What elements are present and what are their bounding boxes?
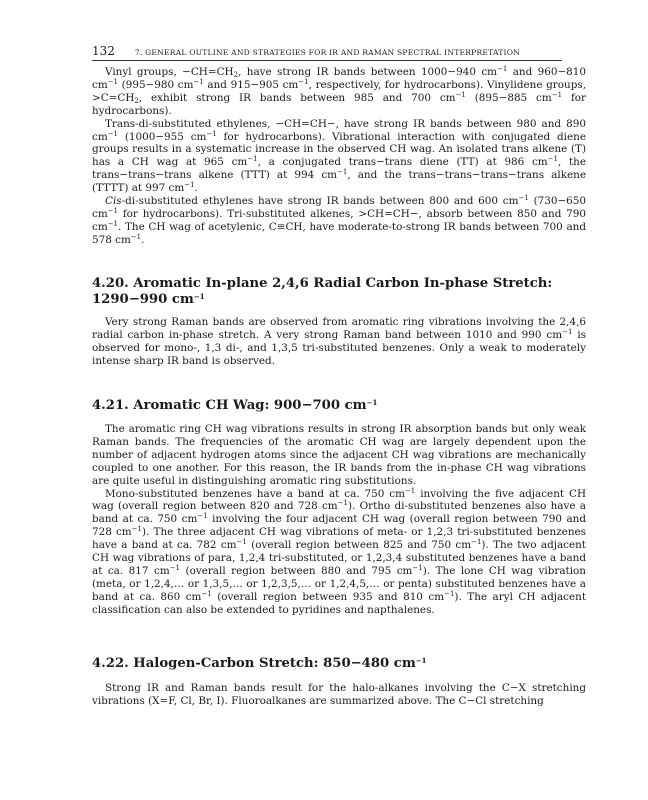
section-4-22-body (92, 682, 586, 708)
vinyl-section (92, 66, 586, 247)
trans-paragraph: Trans-di-substituted ethylenes, −CH=CH−, have strong IR bands between 980 and 890 $cm^{-1}$ (1000−955 $cm^{-1}$ for hydrocarbons). Vibrational interaction with conjugated diene groups results in a systematic increase in the observed CH wag. An isolated trans alkene (T) has a CH wag at 965 $cm^{-1}$, a conjugated trans−trans diene (TT) at 986 $cm^{-1}$, the trans−trans−trans alkene (TTT) at 994 $cm^{-1}$, and the trans−trans−trans−trans alkene (TTTT) at 997 $cm^{-1}$. (92, 117, 587, 195)
section-4-21-body (92, 423, 586, 617)
cis-paragraph: Cis-di-substituted ethylenes have strong IR bands between 800 and 600 $cm^{-1}$ (730−650 $cm^{-1}$ for hydrocarbons). Tri-substituted alkenes, >CH=CH−, absorb between 850 and 790 $cm^{-1}$. The CH wag of acetylenic, C≡CH, have moderate-to-strong IR bands between 700 and 578 $cm^{-1}$. (92, 194, 587, 246)
section-4-20 (92, 276, 586, 308)
section-4-22-paragraph: Strong IR and Raman bands result for the halo-alkanes involving the C−X stretching vibrations (X=F, Cl, Br, I). Fluoroalkanes are summarized above. The C−Cl stretching (92, 682, 586, 707)
section-4-22-heading: 4.22. Halogen-Carbon Stretch: 850−480 $cm^{-1}$ (92, 656, 427, 671)
header-rule (92, 60, 562, 61)
section-4-20-heading: 4.20. Aromatic In-plane 2,4,6 Radial Carbon In-phase Stretch: 1290−990 $cm^{-1}$ (92, 276, 553, 307)
section-4-21-paragraph-2: Mono-substituted benzenes have a band at ca. 750 $cm^{-1}$ involving the five adjacent CH wag (overall region between 820 and 728 $cm^{-1}$). Ortho di-substituted benzenes also have a band at ca. 750 $cm^{-1}$ involving the four adjacent CH wag (overall region between 790 and 728 $cm^{-1}$). The three adjacent CH wag vibrations of meta- or 1,2,3 tri-substituted benzenes have a band at ca. 782 $cm^{-1}$ (overall region between 825 and 750 $cm^{-1}$). The two adjacent CH wag vibrations of para, 1,2,4 tri-substituted, or 1,2,3,4 substituted benzenes have a band at ca. 817 $cm^{-1}$ (overall region between 880 and 795 $cm^{-1}$). The lone CH wag vibration (meta, or 1,2,4,… or 1,3,5,… or 1,2,3,5,… or 1,2,4,5,… or penta) substituted benzenes have a band at ca. 860 $cm^{-1}$ (overall region between 935 and 810 $cm^{-1}$). The aryl CH adjacent classification can also be extended to pyridines and napthalenes. (92, 486, 587, 616)
section-4-20-paragraph: Very strong Raman bands are observed from aromatic ring vibrations involving the 2,4,6 radial carbon in-phase stretch. A very strong Raman band between 1010 and 990 $cm^{-1}$ is observed for mono-, 1,3 di-, and 1,3,5 tri-substituted benzenes. Only a weak to moderately intense sharp IR band is observed. (92, 316, 586, 367)
section-4-22 (92, 656, 586, 672)
running-head-title: 7. GENERAL OUTLINE AND STRATEGIES FOR IR AND RAMAN SPECTRAL INTERPRETATION (134, 48, 520, 57)
section-4-21 (92, 398, 586, 414)
vinyl-paragraph: Vinyl groups, $-CH=CH_2$, have strong IR bands between 1000−940 $cm^{-1}$ and 960−810 $cm^{-1}$ (995−980 $cm^{-1}$ and 915−905 $cm^{-1}$, respectively, for hydrocarbons). Vinylidene groups, $>C=CH_2$, exhibit strong IR bands between 985 and 700 $cm^{-1}$ (895−885 $cm^{-1}$ for hydrocarbons). (92, 65, 587, 117)
page-number: 132 (92, 44, 115, 58)
section-4-21-heading: 4.21. Aromatic CH Wag: 900−700 $cm^{-1}$ (92, 398, 378, 413)
section-4-21-paragraph-1: The aromatic ring CH wag vibrations results in strong IR absorption bands but only weak Raman bands. The frequencies of the aromatic CH wag are largely dependent upon the number of adjacent hydrogen atoms since the adjacent CH wag vibrations are mechanically coupled to one another. For this reason, the IR bands from the in-phase CH wag vibrations are quite useful in distinguishing aromatic ring substitutions. (92, 423, 586, 487)
section-4-20-body (92, 316, 586, 368)
